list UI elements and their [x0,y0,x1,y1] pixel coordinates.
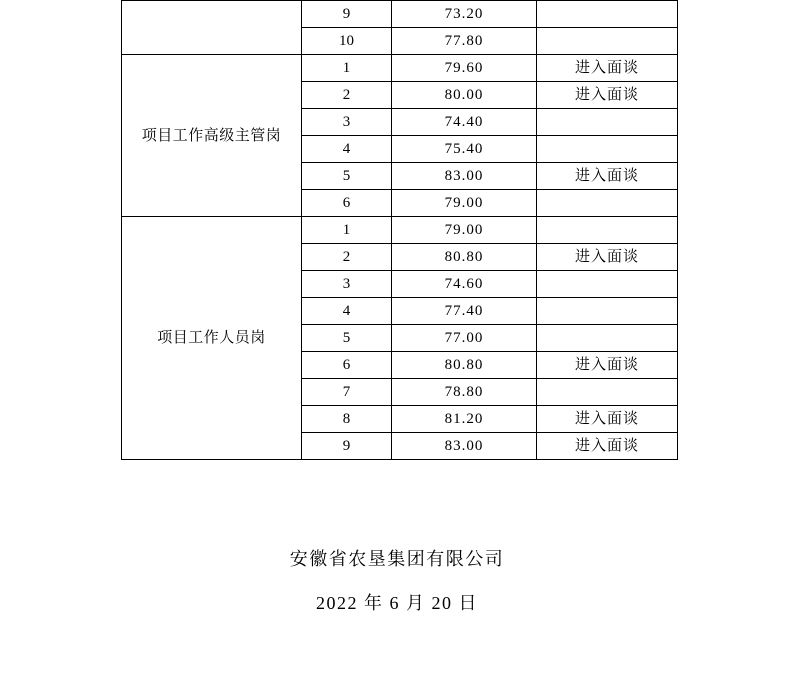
result-note [537,298,678,325]
result-note: 进入面谈 [537,433,678,460]
row-number: 6 [302,352,392,379]
table-row [122,217,678,244]
row-number: 3 [302,109,392,136]
row-number: 6 [302,190,392,217]
result-note [537,379,678,406]
row-number: 2 [302,82,392,109]
score-value: 74.40 [392,109,537,136]
result-note: 进入面谈 [537,244,678,271]
row-number: 1 [302,55,392,82]
post-cell: 项目工作高级主管岗 [122,55,302,217]
score-value: 79.00 [392,190,537,217]
result-note [537,28,678,55]
post-cell [122,1,302,55]
row-number: 1 [302,217,392,244]
row-number: 5 [302,163,392,190]
score-value: 75.40 [392,136,537,163]
row-number: 10 [302,28,392,55]
result-note [537,271,678,298]
score-value: 77.40 [392,298,537,325]
score-value: 73.20 [392,1,537,28]
score-value: 80.00 [392,82,537,109]
score-table-body [122,1,678,460]
row-number: 7 [302,379,392,406]
row-number: 5 [302,325,392,352]
result-note [537,190,678,217]
row-number: 9 [302,1,392,28]
score-value: 74.60 [392,271,537,298]
score-value: 83.00 [392,163,537,190]
table-row [122,55,678,82]
score-value: 77.00 [392,325,537,352]
result-note: 进入面谈 [537,406,678,433]
row-number: 4 [302,136,392,163]
row-number: 8 [302,406,392,433]
signature-date: 2022 年 6 月 20 日 [316,593,478,613]
post-cell: 项目工作人员岗 [122,217,302,460]
score-value: 79.60 [392,55,537,82]
row-number: 3 [302,271,392,298]
result-note [537,136,678,163]
score-value: 81.20 [392,406,537,433]
result-note [537,325,678,352]
score-value: 83.00 [392,433,537,460]
result-note [537,109,678,136]
result-note: 进入面谈 [537,82,678,109]
row-number: 4 [302,298,392,325]
row-number: 9 [302,433,392,460]
table-row [122,1,678,28]
score-value: 79.00 [392,217,537,244]
result-note: 进入面谈 [537,163,678,190]
signature-organization: 安徽省农垦集团有限公司 [289,549,505,569]
result-note [537,1,678,28]
score-value: 77.80 [392,28,537,55]
row-number: 2 [302,244,392,271]
score-table [121,0,678,460]
result-note [537,217,678,244]
result-note: 进入面谈 [537,352,678,379]
score-value: 78.80 [392,379,537,406]
result-note: 进入面谈 [537,55,678,82]
score-value: 80.80 [392,244,537,271]
score-value: 80.80 [392,352,537,379]
